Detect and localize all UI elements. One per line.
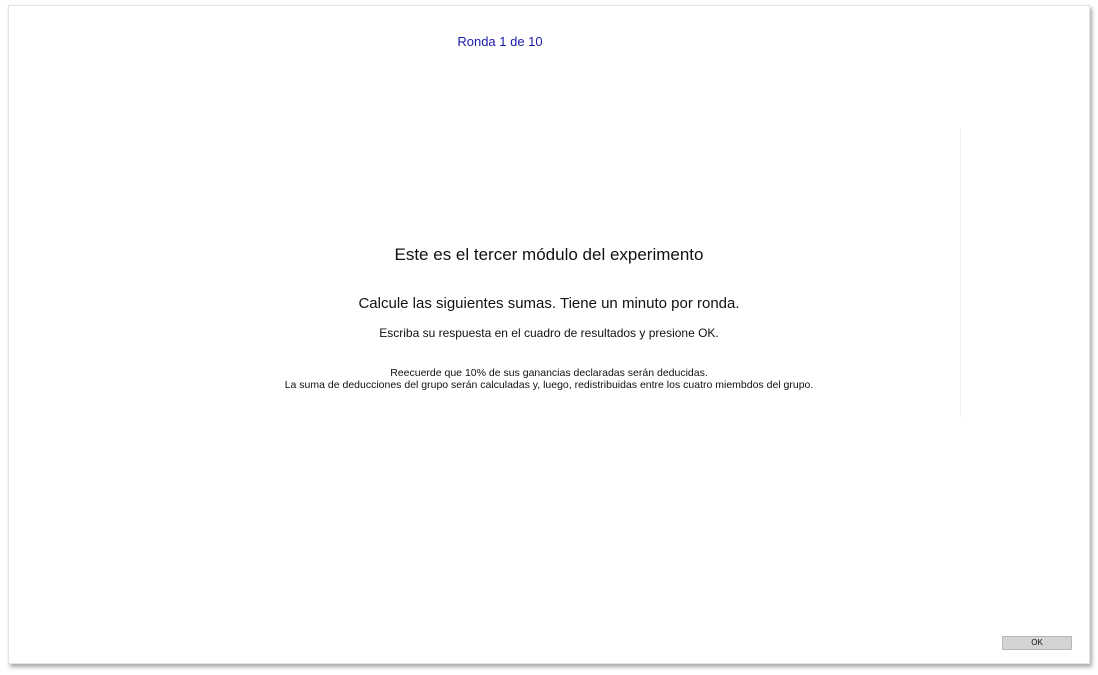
deduction-note bbox=[0, 367, 1098, 391]
deduction-note-line-2: La suma de deducciones del grupo serán calculadas y, luego, redistribuidas entre los cuatro miembdos del grupo. bbox=[284, 379, 814, 391]
instruction-main: Calcule las siguientes sumas. Tiene un minuto por ronda. bbox=[358, 295, 740, 312]
ok-button[interactable]: OK bbox=[1002, 636, 1072, 650]
round-indicator: Ronda 1 de 10 bbox=[457, 34, 543, 49]
deduction-note-line-1: Reecuerde que 10% de sus ganancias declaradas serán deducidas. bbox=[390, 367, 708, 379]
instruction-sub: Escriba su respuesta en el cuadro de resultados y presione OK. bbox=[379, 326, 719, 340]
module-heading: Este es el tercer módulo del experimento bbox=[394, 245, 704, 264]
